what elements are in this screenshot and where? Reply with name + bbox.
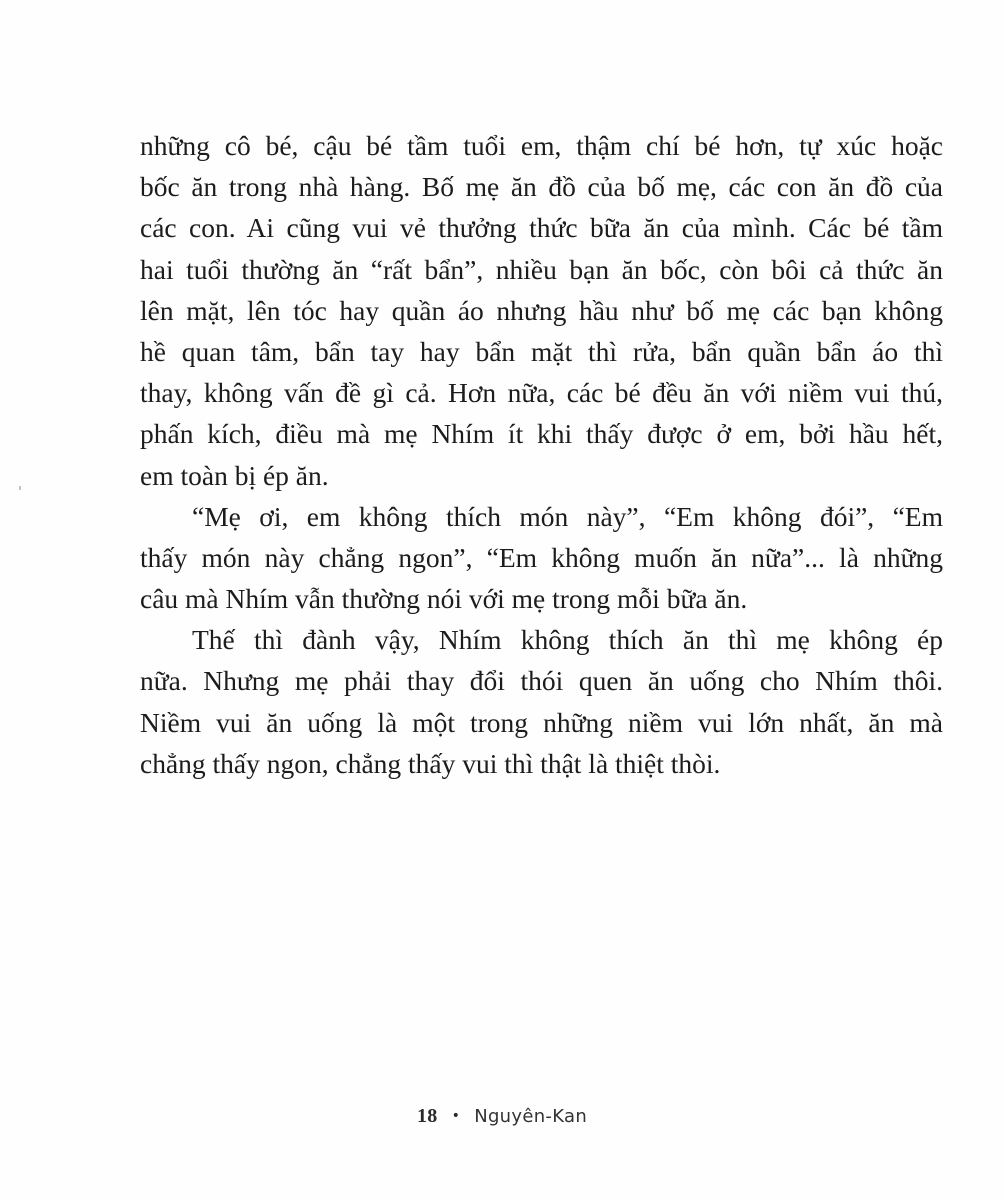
text-line: Thế thì đành vậy, Nhím không thích ăn thì mẹ không ép (192, 624, 943, 656)
footer-separator: • (451, 1108, 461, 1124)
text-line: hai tuổi thường ăn “rất bẩn”, nhiều bạn ăn bốc, còn bôi cả thức ăn (140, 253, 943, 285)
text-line: nữa. Nhưng mẹ phải thay đổi thói quen ăn uống cho Nhím thôi. (140, 665, 943, 697)
paragraph-3 (140, 619, 943, 784)
text-line: bốc ăn trong nhà hàng. Bố mẹ ăn đồ của bố mẹ, các con ăn đồ của (140, 171, 943, 203)
text-line: em toàn bị ép ăn. (140, 459, 329, 491)
text-line: những cô bé, cậu bé tầm tuổi em, thậm chí bé hơn, tự xúc hoặc (140, 130, 943, 161)
text-line: câu mà Nhím vẫn thường nói với mẹ trong mỗi bữa ăn. (140, 583, 748, 615)
paragraph-1 (140, 125, 943, 496)
text-line: lên mặt, lên tóc hay quần áo nhưng hầu như bố mẹ các bạn không (140, 294, 943, 326)
text-line: hề quan tâm, bẩn tay hay bẩn mặt thì rửa, bẩn quần bẩn áo thì (140, 335, 943, 367)
text-line: thay, không vấn đề gì cả. Hơn nữa, các bé đều ăn với niềm vui thú, (140, 377, 943, 409)
text-line: Niềm vui ăn uống là một trong những niềm vui lớn nhất, ăn mà (140, 706, 943, 738)
footer-author: Nguyên-Kan (474, 1106, 588, 1127)
paragraph-2 (140, 496, 943, 620)
text-line: các con. Ai cũng vui vẻ thưởng thức bữa ăn của mình. Các bé tầm (140, 212, 943, 244)
page-footer (0, 1105, 1004, 1128)
text-line: thấy món này chẳng ngon”, “Em không muốn ăn nữa”... là những (140, 541, 943, 573)
text-line: “Mẹ ơi, em không thích món này”, “Em không đói”, “Em (192, 500, 943, 532)
text-line: phấn kích, điều mà mẹ Nhím ít khi thấy được ở em, bởi hầu hết, (140, 418, 943, 450)
body-text (140, 125, 943, 784)
scan-speck (19, 486, 21, 490)
page-number: 18 (416, 1105, 438, 1127)
text-line: chẳng thấy ngon, chẳng thấy vui thì thật là thiệt thòi. (140, 747, 721, 779)
